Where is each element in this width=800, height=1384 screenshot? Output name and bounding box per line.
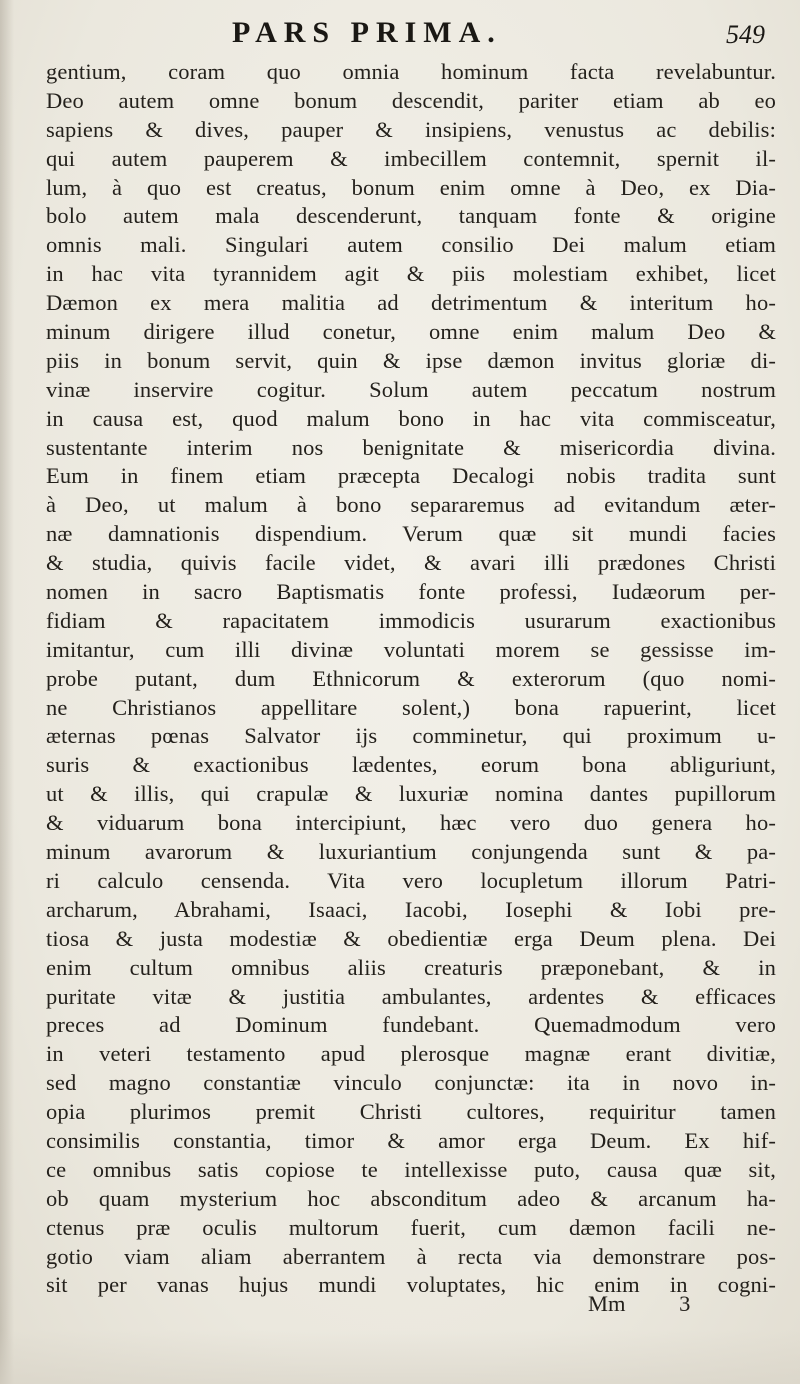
gutter-shadow — [0, 0, 14, 1384]
text-line: nomen in sacro Baptismatis fonte professi, Iudæorum per- — [46, 579, 776, 605]
text-line: enim cultum omnibus aliis creaturis præponebant, & in — [46, 954, 776, 980]
text-line: à Deo, ut malum à bono separaremus ad evitandum æter- — [46, 492, 776, 518]
page-number: 549 — [726, 20, 765, 49]
text-line: vinæ inservire cogitur. Solum autem peccatum nostrum — [46, 376, 776, 402]
text-line: & viduarum bona intercipiunt, hæc vero duo genera ho- — [46, 810, 776, 836]
text-line: ce omnibus satis copiose te intellexisse puto, causa quæ sit, — [46, 1156, 776, 1182]
body-text — [46, 58, 776, 1300]
text-line: Deo autem omne bonum descendit, pariter etiam ab eo — [46, 87, 776, 113]
text-line: tiosa & justa modestiæ & obedientiæ erga Deum plena. Dei — [46, 925, 776, 951]
text-line: bolo autem mala descenderunt, tanquam fonte & origine — [46, 203, 776, 229]
running-title: PARS PRIMA. — [232, 16, 502, 49]
text-line: næ damnationis dispendium. Verum quæ sit mundi facies — [46, 521, 776, 547]
signature-number: 3 — [679, 1291, 691, 1316]
text-line: piis in bonum servit, quin & ipse dæmon invitus gloriæ di- — [46, 347, 776, 373]
text-line: puritate vitæ & justitia ambulantes, ardentes & efficaces — [46, 983, 776, 1009]
page-bottom-shading — [0, 1330, 800, 1384]
text-line: minum dirigere illud conetur, omne enim malum Deo & — [46, 319, 776, 345]
text-line: suris & exactionibus lædentes, eorum bona abliguriunt, — [46, 752, 776, 778]
text-line: qui autem pauperem & imbecillem contemnit, spernit il- — [46, 145, 776, 171]
text-line: in veteri testamento apud plerosque magnæ erant divitiæ, — [46, 1041, 776, 1067]
text-line: archarum, Abrahami, Isaaci, Iacobi, Iosephi & Iobi pre- — [46, 896, 776, 922]
signature-mark: Mm — [588, 1291, 626, 1316]
text-line: lum, à quo est creatus, bonum enim omne à Deo, ex Dia- — [46, 174, 776, 200]
text-line: æternas pœnas Salvator ijs comminetur, qui proximum u- — [46, 723, 776, 749]
text-line: omnis mali. Singulari autem consilio Dei malum etiam — [46, 232, 776, 258]
text-line: minum avarorum & luxuriantium conjungenda sunt & pa- — [46, 839, 776, 865]
text-line: fidiam & rapacitatem immodicis usurarum exactionibus — [46, 607, 776, 633]
text-line: ob quam mysterium hoc absconditum adeo & arcanum ha- — [46, 1185, 776, 1211]
text-line: in hac vita tyrannidem agit & piis molestiam exhibet, licet — [46, 261, 776, 287]
signature-line — [588, 1291, 690, 1317]
text-line: sapiens & dives, pauper & insipiens, venustus ac debilis: — [46, 116, 776, 142]
text-line: opia plurimos premit Christi cultores, requiritur tamen — [46, 1099, 776, 1125]
text-line: ctenus præ oculis multorum fuerit, cum dæmon facili ne- — [46, 1214, 776, 1240]
text-line: ri calculo censenda. Vita vero locupletum illorum Patri- — [46, 867, 776, 893]
text-line: preces ad Dominum fundebant. Quemadmodum vero — [46, 1012, 776, 1038]
text-line: ne Christianos appellitare solent,) bona rapuerint, licet — [46, 694, 776, 720]
text-line: Dæmon ex mera malitia ad detrimentum & interitum ho- — [46, 290, 776, 316]
text-line: probe putant, dum Ethnicorum & exterorum (quo nomi- — [46, 665, 776, 691]
text-line: in causa est, quod malum bono in hac vita commisceatur, — [46, 405, 776, 431]
running-head — [0, 16, 800, 56]
text-line: sustentante interim nos benignitate & misericordia divina. — [46, 434, 776, 460]
text-line: consimilis constantia, timor & amor erga Deum. Ex hif- — [46, 1127, 776, 1153]
text-line: gotio viam aliam aberrantem à recta via demonstrare pos- — [46, 1243, 776, 1269]
text-line: gentium, coram quo omnia hominum facta revelabuntur. — [46, 59, 776, 84]
text-line: & studia, quivis facile videt, & avari illi prædones Christi — [46, 550, 776, 576]
text-line: imitantur, cum illi divinæ voluntati morem se gessisse im- — [46, 636, 776, 662]
text-line: ut & illis, qui crapulæ & luxuriæ nomina dantes pupillorum — [46, 781, 776, 807]
text-line: sit per vanas hujus mundi voluptates, hic enim in cogni- — [46, 1272, 776, 1298]
text-line: Eum in finem etiam præcepta Decalogi nobis tradita sunt — [46, 463, 776, 489]
text-line: sed magno constantiæ vinculo conjunctæ: ita in novo in- — [46, 1070, 776, 1096]
